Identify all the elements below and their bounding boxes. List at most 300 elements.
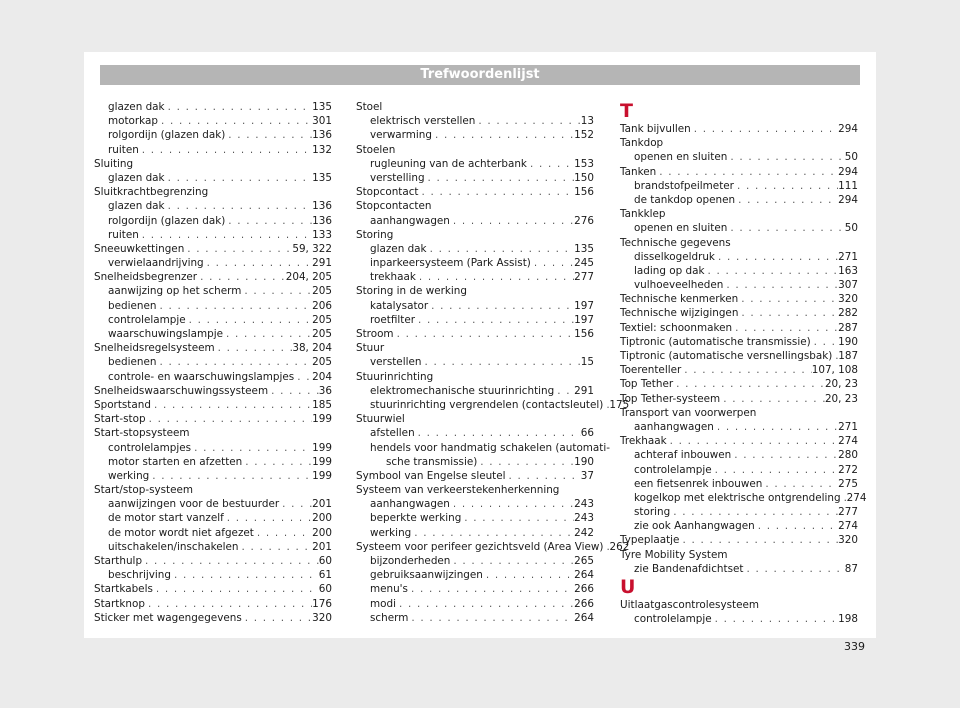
page-reference: 197: [574, 313, 594, 326]
index-term: Tanken: [620, 165, 657, 178]
dot-leader: [165, 171, 313, 185]
page-reference: 291: [312, 257, 332, 270]
dot-leader: [720, 392, 825, 406]
index-term: Snelheidswaarschuwingssysteem: [94, 384, 269, 397]
page-reference: 176: [312, 597, 332, 610]
index-term: beperkte werking: [370, 512, 462, 525]
page-reference: 59, 322: [292, 242, 332, 255]
index-term: verstellen: [370, 356, 422, 369]
page-reference: 272: [838, 463, 858, 476]
dot-leader: [712, 612, 838, 626]
index-term: controlelampje: [634, 613, 712, 626]
index-subentry: [94, 469, 332, 483]
index-term: brandstofpeilmeter: [634, 179, 734, 192]
index-subentry: [356, 611, 594, 625]
page-reference: 294: [838, 123, 858, 135]
index-term: Symbool van Engelse sleutel: [356, 469, 506, 482]
dot-leader: [691, 122, 838, 136]
page-reference: 243: [574, 512, 594, 525]
dot-leader: [461, 511, 574, 525]
dot-leader: [419, 185, 575, 199]
index-entry: [356, 199, 594, 213]
page-reference: 36: [318, 384, 332, 397]
index-term: rolgordijn (glazen dak): [108, 129, 226, 142]
index-subentry: [94, 114, 332, 128]
index-term: Starthulp: [94, 555, 143, 567]
index-term: de motor wordt niet afgezet: [108, 526, 254, 539]
index-subentry: [356, 426, 594, 440]
index-entry: [94, 185, 332, 199]
page-reference: 274: [838, 435, 858, 448]
index-subentry: [356, 441, 610, 455]
index-subentry: [620, 420, 858, 434]
index-subentry: [356, 270, 594, 284]
dot-leader: [755, 519, 838, 533]
page-reference: 111: [838, 179, 858, 192]
page-reference: 135: [574, 242, 594, 255]
index-term: motorkap: [108, 115, 158, 128]
dot-leader: [734, 179, 838, 193]
dot-leader: [432, 128, 574, 142]
page-reference: 320: [312, 611, 332, 624]
index-entry: [620, 165, 858, 179]
page-reference: 264: [574, 611, 594, 624]
index-subentry: [620, 179, 858, 193]
index-subentry: [620, 463, 858, 477]
index-entry: [620, 236, 858, 250]
index-term: lading op dak: [634, 264, 705, 277]
index-subentry: [356, 157, 594, 171]
index-term: controlelampje: [108, 313, 186, 326]
page-reference: 201: [312, 540, 332, 553]
dot-leader: [673, 377, 825, 391]
index-term: trekhaak: [370, 271, 416, 284]
page-reference: 266: [574, 597, 594, 610]
index-subentry: [620, 448, 858, 462]
index-term: Startknop: [94, 597, 145, 610]
index-entry: [620, 306, 858, 320]
page-reference: 136: [312, 214, 332, 227]
index-entry: [94, 398, 332, 412]
index-subentry: [356, 497, 594, 511]
dot-leader: [197, 270, 286, 284]
index-entry: [620, 207, 858, 221]
index-subentry: [94, 511, 332, 525]
dot-leader: [656, 165, 838, 179]
index-entry: [620, 598, 858, 612]
dot-leader: [527, 157, 574, 171]
page-reference: 136: [312, 200, 332, 213]
dot-leader: [408, 611, 574, 625]
page-reference: 205: [312, 328, 332, 340]
index-term: rolgordijn (glazen dak): [108, 214, 226, 227]
index-term: aanwijzing op het scherm: [108, 285, 242, 298]
index-term: aanhangwagen: [370, 498, 450, 511]
dot-leader: [415, 426, 581, 440]
index-entry: [356, 370, 594, 384]
index-term: werking: [370, 526, 412, 539]
page-reference: 280: [838, 449, 858, 462]
index-subentry: [94, 455, 332, 469]
index-term: Stoel: [356, 101, 383, 113]
index-term: inparkeersysteem (Park Assist): [370, 257, 531, 270]
index-subentry: [620, 250, 858, 264]
index-entry: [620, 392, 858, 406]
dot-leader: [425, 171, 575, 185]
dot-leader: [427, 242, 575, 256]
index-entry: [94, 611, 332, 625]
index-subentry: [94, 256, 332, 270]
index-term: ruiten: [108, 143, 139, 156]
dot-leader: [294, 370, 312, 384]
index-entry: [356, 412, 594, 426]
page-reference: 287: [838, 321, 858, 334]
dot-leader: [204, 256, 312, 270]
index-term: Stopcontact: [356, 186, 419, 199]
index-term: sche transmissie): [386, 455, 478, 468]
index-term: glazen dak: [108, 171, 165, 184]
index-term: werking: [108, 469, 150, 482]
index-term: hendels voor handmatig schakelen (automati-: [370, 441, 610, 454]
dot-leader: [704, 264, 838, 278]
index-term: scherm: [370, 611, 409, 624]
dot-leader: [762, 477, 838, 491]
index-term: storing: [634, 506, 671, 519]
page-reference: 204, 205: [285, 271, 332, 284]
page-reference: 132: [312, 143, 332, 156]
index-subentry: [94, 497, 332, 511]
page-reference: 150: [574, 171, 594, 184]
index-term: Technische wijzigingen: [620, 307, 739, 320]
page-reference: 152: [574, 129, 594, 142]
page-reference: 60: [318, 555, 332, 567]
index-term: Typeplaatje: [620, 534, 680, 547]
index-entry: [620, 349, 858, 363]
index-entry: [620, 136, 858, 150]
index-subentry: [356, 299, 594, 313]
index-entry: [620, 363, 858, 377]
page-reference: 274: [846, 491, 867, 504]
index-term: een fietsenrek inbouwen: [634, 477, 763, 490]
index-subentry: [94, 313, 332, 327]
dot-leader: [670, 505, 838, 519]
dot-leader: [165, 100, 313, 114]
page-reference: 136: [312, 129, 332, 142]
index-term: Snelheidsregelsysteem: [94, 342, 215, 355]
index-term: aanwijzingen voor de bestuurder: [108, 498, 280, 511]
dot-leader: [450, 554, 574, 568]
page-reference: 15: [580, 356, 594, 369]
dot-leader: [225, 128, 312, 142]
page-reference: 291: [574, 384, 594, 397]
index-term: Systeem voor perifeer gezichtsveld (Area View): [356, 540, 604, 553]
index-entry: [356, 469, 594, 483]
page-reference: 13: [580, 115, 594, 128]
dot-leader: [679, 533, 838, 547]
index-term: achteraf inbouwen: [634, 449, 732, 462]
index-term: Startkabels: [94, 583, 153, 596]
index-term: stuurinrichting vergrendelen (contactsleutel): [370, 398, 604, 411]
index-subentry: [356, 214, 594, 228]
page-reference: 190: [574, 455, 594, 468]
index-entry: [356, 100, 594, 114]
dot-leader: [477, 455, 574, 469]
index-term: Start/stop-systeem: [94, 484, 194, 497]
index-term: verstelling: [370, 171, 425, 184]
dot-leader: [475, 114, 580, 128]
index-term: uitschakelen/inschakelen: [108, 540, 239, 553]
index-subentry: [94, 540, 332, 554]
index-entry: [356, 143, 594, 157]
index-subentry: [94, 284, 332, 298]
index-term: Stopcontacten: [356, 200, 432, 213]
dot-leader: [681, 363, 811, 377]
page-reference: 38, 204: [292, 342, 332, 355]
index-term: zie Bandenafdichtset: [634, 562, 744, 575]
index-term: openen en sluiten: [634, 222, 728, 235]
dot-leader: [421, 355, 580, 369]
index-entry: [620, 122, 858, 136]
page-reference: 60: [318, 583, 332, 596]
dot-leader: [408, 582, 574, 596]
index-entry: [94, 426, 332, 440]
index-term: de motor start vanzelf: [108, 512, 224, 525]
index-subentry: [94, 199, 332, 213]
index-subentry: [356, 554, 594, 568]
index-subentry: [94, 143, 332, 157]
index-subentry: [94, 327, 332, 341]
index-entry: [94, 242, 332, 256]
page-reference: 204: [312, 370, 332, 383]
index-subentry: [356, 171, 594, 185]
index-term: Tank bijvullen: [620, 123, 691, 135]
dot-leader: [743, 562, 844, 576]
page-reference: 294: [838, 193, 858, 206]
page-reference: 275: [838, 477, 858, 490]
index-term: glazen dak: [370, 242, 427, 255]
page-reference: 274: [838, 520, 858, 533]
index-term: verwarming: [370, 129, 432, 142]
index-term: menu's: [370, 583, 408, 596]
page-reference: 199: [312, 441, 332, 454]
index-subentry: [94, 526, 332, 540]
dot-leader: [242, 611, 312, 625]
page-reference: 265: [574, 555, 594, 567]
dot-leader: [165, 199, 313, 213]
index-subentry: [94, 370, 332, 384]
index-entry: [356, 540, 630, 554]
index-entry: [94, 597, 332, 611]
page-reference: 271: [838, 420, 858, 433]
index-column-3: [620, 100, 867, 626]
dot-leader: [224, 511, 312, 525]
index-term: Technische kenmerken: [620, 293, 739, 306]
dot-leader: [241, 284, 312, 298]
index-term: kogelkop met elektrische ontgrendeling: [634, 491, 841, 504]
page-reference: 135: [312, 101, 332, 113]
index-term: Tiptronic (automatische transmissie): [620, 335, 811, 348]
dot-leader: [156, 355, 312, 369]
index-term: openen en sluiten: [634, 151, 728, 164]
index-term: Tankklep: [620, 208, 666, 221]
page-reference: 243: [574, 498, 594, 511]
page-reference: 301: [312, 115, 332, 128]
page-reference: 163: [838, 264, 858, 277]
index-term: Start-stop: [94, 413, 146, 426]
section-letter: U: [620, 576, 636, 598]
dot-leader: [428, 299, 574, 313]
page-reference: 242: [574, 526, 594, 539]
index-entry: [620, 292, 858, 306]
page-reference: 20, 23: [824, 392, 858, 405]
index-term: Technische gegevens: [620, 236, 731, 249]
index-term: controlelampjes: [108, 441, 192, 454]
page-reference: 50: [844, 222, 858, 235]
page-reference: 197: [574, 299, 594, 312]
index-entry: [94, 384, 332, 398]
page-reference: 262: [609, 540, 630, 553]
index-subentry: [356, 511, 594, 525]
page-reference: 175: [609, 398, 630, 411]
dot-leader: [142, 554, 319, 568]
index-entry: [356, 228, 594, 242]
index-term: Textiel: schoonmaken: [620, 321, 733, 334]
dot-leader: [225, 214, 312, 228]
index-subentry: [94, 568, 332, 582]
index-term: motor starten en afzetten: [108, 455, 243, 468]
index-term: Sportstand: [94, 398, 151, 411]
index-term: Sticker met wagengegevens: [94, 611, 242, 624]
page-reference: 277: [838, 506, 858, 519]
page-reference: 205: [312, 313, 332, 326]
dot-leader: [215, 341, 293, 355]
index-subentry: [620, 612, 858, 626]
page-reference: 87: [844, 562, 858, 575]
index-term: elektrisch verstellen: [370, 115, 476, 128]
dot-leader: [416, 270, 574, 284]
index-term: de tankdop openen: [634, 193, 736, 206]
index-term: Trekhaak: [620, 435, 667, 448]
page-number: 339: [844, 640, 865, 653]
index-term: Top Tether-systeem: [620, 392, 721, 405]
index-term: controlelampje: [634, 463, 712, 476]
index-term: beschrijving: [108, 569, 171, 582]
dot-leader: [411, 526, 574, 540]
index-entry: [94, 554, 332, 568]
dot-leader: [415, 313, 574, 327]
page-reference: 198: [838, 613, 858, 626]
page-reference: 206: [312, 299, 332, 312]
index-term: rugleuning van de achterbank: [370, 157, 527, 170]
dot-leader: [667, 434, 839, 448]
index-subentry: [94, 355, 332, 369]
index-term: Sluitkrachtbegrenzing: [94, 186, 209, 199]
index-term: Stuur: [356, 342, 385, 355]
index-term: elektromechanische stuurinrichting: [370, 384, 555, 397]
page-reference: 187: [838, 350, 859, 362]
index-subentry: [620, 505, 858, 519]
index-subentry: [620, 562, 858, 576]
page-reference: 276: [574, 214, 594, 227]
dot-leader: [242, 455, 312, 469]
index-entry: [94, 157, 332, 171]
index-subentry: [94, 441, 332, 455]
page-reference: 135: [312, 171, 332, 184]
page-reference: 264: [574, 569, 594, 582]
index-term: Uitlaatgascontrolesysteem: [620, 599, 760, 611]
index-term: katalysator: [370, 299, 429, 312]
index-term: glazen dak: [108, 101, 165, 113]
page-reference: 133: [312, 228, 332, 241]
dot-leader: [727, 150, 844, 164]
index-subentry: [356, 526, 594, 540]
page-reference: 199: [312, 469, 332, 482]
page-reference: 266: [574, 583, 594, 596]
dot-leader: [139, 143, 312, 157]
index-term: Tiptronic (automatische versnellingsbak): [620, 350, 833, 362]
index-subentry: [94, 100, 332, 114]
index-subentry: [356, 597, 594, 611]
index-term: Transport van voorwerpen: [620, 406, 757, 419]
index-entry: [94, 483, 332, 497]
index-term: bijzonderheden: [370, 555, 451, 567]
index-entry: [356, 185, 594, 199]
index-term: Snelheidsbegrenzer: [94, 271, 198, 284]
index-subentry: [356, 114, 594, 128]
dot-leader: [735, 193, 838, 207]
page-reference: 205: [312, 356, 332, 369]
index-entry: [620, 434, 858, 448]
index-subentry: [620, 519, 858, 533]
page-reference: 107, 108: [811, 364, 858, 377]
index-subentry: [356, 128, 594, 142]
index-term: Storing in de werking: [356, 285, 467, 298]
index-term: Start-stopsysteem: [94, 427, 190, 440]
index-subentry: [356, 568, 594, 582]
index-term: Stuurwiel: [356, 413, 405, 426]
index-subentry: [94, 128, 332, 142]
index-term: modi: [370, 597, 396, 610]
index-subentry: [94, 228, 332, 242]
index-column-2: [356, 100, 630, 625]
dot-leader: [153, 582, 319, 596]
page-reference: 282: [838, 307, 858, 320]
index-entry: [620, 335, 858, 349]
index-subentry: [356, 582, 594, 596]
index-term: bedienen: [108, 356, 157, 369]
dot-leader: [151, 398, 312, 412]
dot-leader: [554, 384, 574, 398]
page-reference: 200: [312, 526, 332, 539]
page-reference: 271: [838, 250, 858, 263]
dot-leader: [184, 242, 292, 256]
dot-leader: [223, 327, 312, 341]
dot-leader: [450, 497, 574, 511]
index-term: zie ook Aanhangwagen: [634, 520, 755, 533]
index-term: Top Tether: [620, 378, 674, 391]
index-term: gebruiksaanwijzingen: [370, 569, 483, 582]
dot-leader: [811, 335, 839, 349]
index-subentry: [620, 278, 858, 292]
dot-leader: [145, 597, 312, 611]
dot-leader: [531, 256, 574, 270]
index-subentry: [620, 477, 858, 491]
dot-leader: [738, 306, 838, 320]
dot-leader: [268, 384, 319, 398]
dot-leader: [723, 278, 838, 292]
dot-leader: [146, 412, 313, 426]
index-subentry: [620, 193, 858, 207]
